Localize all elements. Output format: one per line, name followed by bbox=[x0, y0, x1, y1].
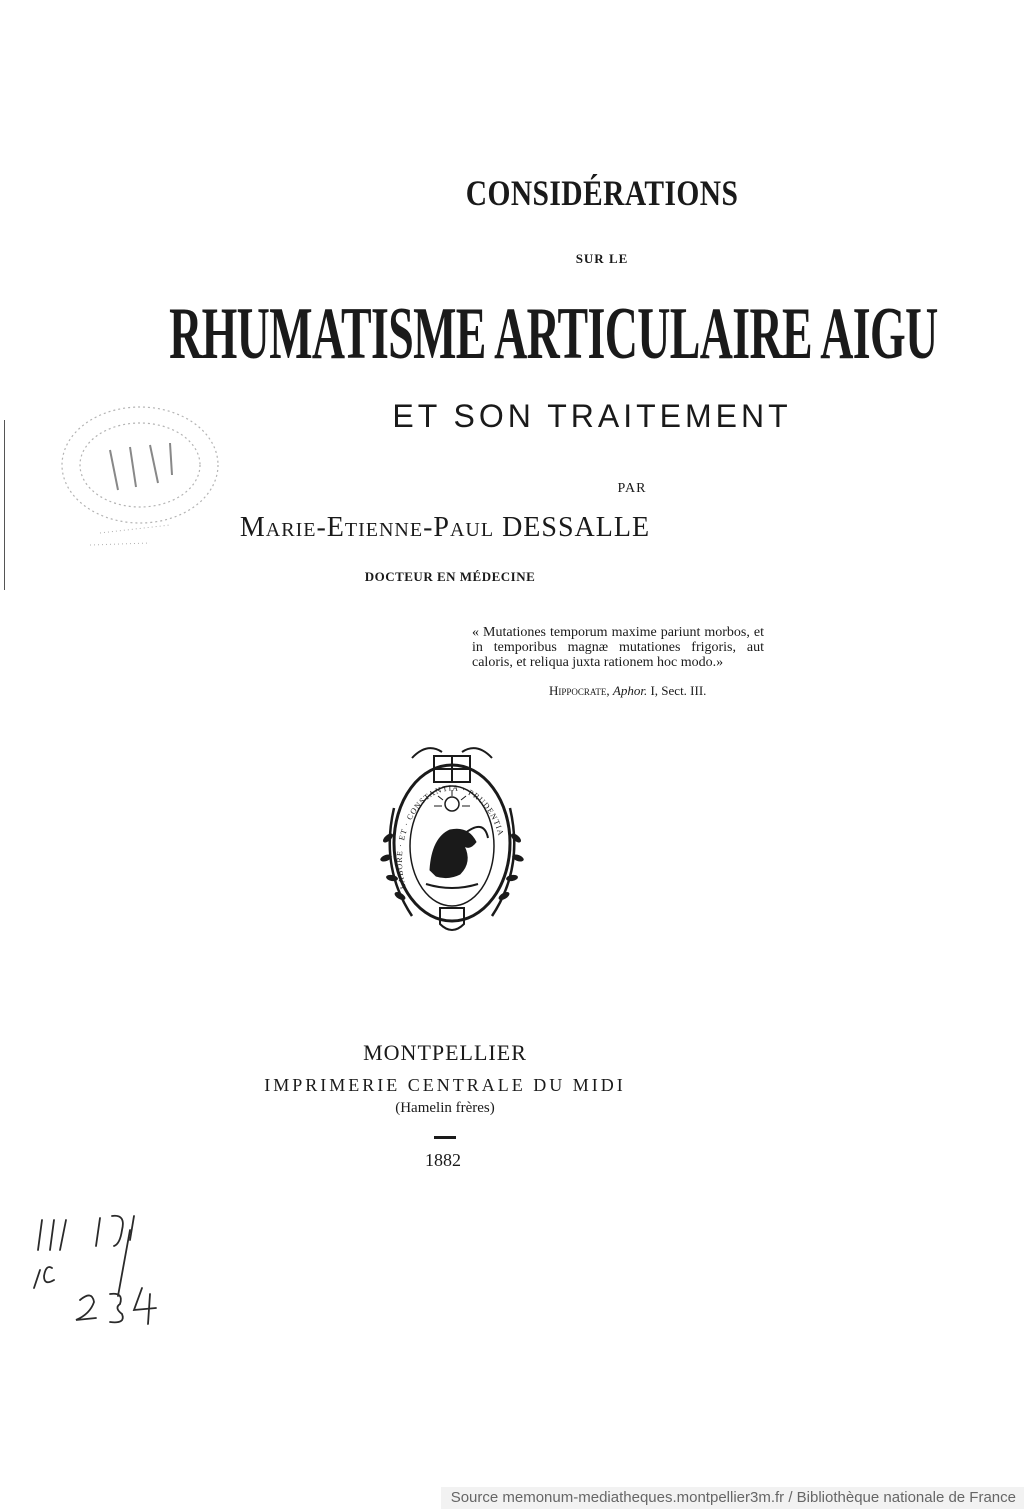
handwritten-shelfmark-icon bbox=[30, 1210, 180, 1330]
title-connector: SUR LE bbox=[575, 251, 629, 266]
scan-edge-rule bbox=[4, 420, 5, 590]
author-degree: DOCTEUR EN MÉDECINE bbox=[364, 569, 536, 584]
epigraph-citation: I, Sect. III. bbox=[650, 683, 707, 698]
imprint-city: MONTPELLIER bbox=[363, 1040, 527, 1065]
epigraph-work: Aphor. bbox=[612, 683, 648, 698]
epigraph-text: « Mutationes temporum maxime pariunt morbos, et in temporibus magnæ mutationes frigoris, aut caloris, et reliqua juxta rationem hoc modo.» bbox=[472, 625, 764, 670]
epigraph-author: Hippocrate, bbox=[549, 683, 610, 698]
author-name: Marie-Etienne-Paul DESSALLE bbox=[239, 512, 651, 543]
source-attribution: Source memonum-mediatheques.montpellier3m.fr / Bibliothèque nationale de France bbox=[441, 1487, 1024, 1509]
by-label: PAR bbox=[617, 481, 647, 496]
imprint-year: 1882 bbox=[425, 1150, 461, 1170]
emblem-motto: LABORE · ET · CONSTANTIA · PRUDENTIA bbox=[394, 783, 506, 890]
imprint-printer: IMPRIMERIE CENTRALE DU MIDI bbox=[264, 1075, 626, 1095]
year-divider bbox=[434, 1136, 456, 1139]
book-title: CONSIDÉRATIONS bbox=[465, 173, 739, 213]
imprint-publisher: (Hamelin frères) bbox=[395, 1100, 495, 1116]
epigraph-reference bbox=[549, 683, 706, 699]
book-subject-suffix: ET SON TRAITEMENT bbox=[392, 398, 792, 434]
printer-emblem-icon bbox=[372, 738, 532, 948]
book-subject: RHUMATISME ARTICULAIRE AIGU bbox=[169, 293, 938, 375]
